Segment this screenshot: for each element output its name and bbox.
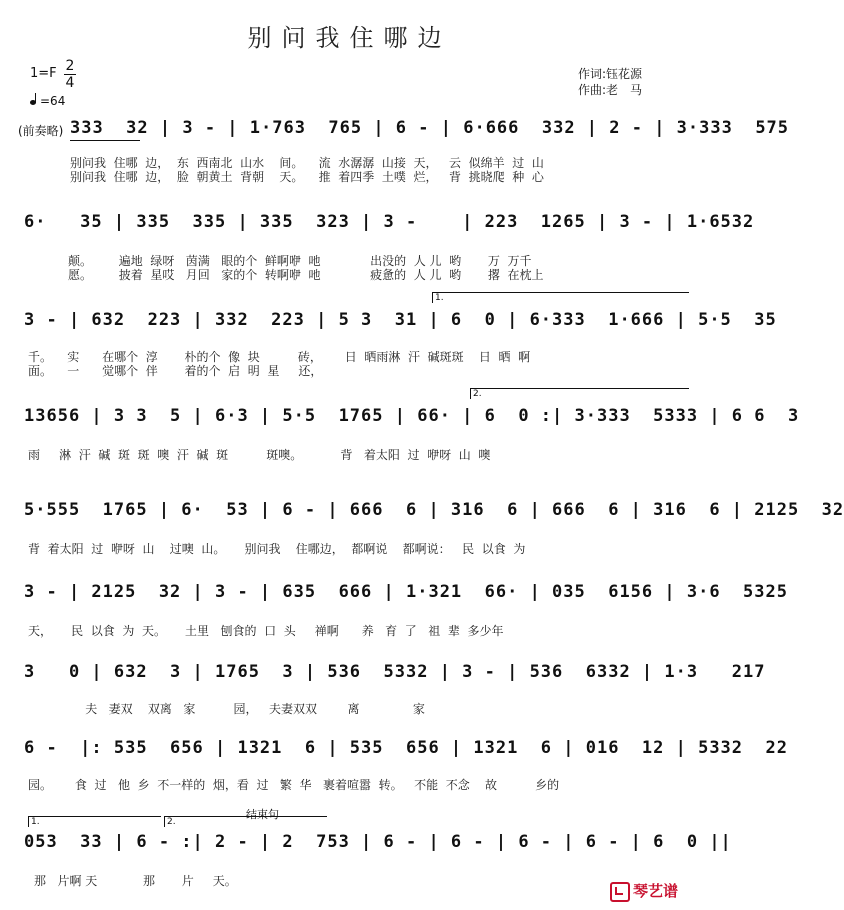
score-line-3 xyxy=(14,293,777,380)
lyricist-credit: 作词:钰花源 xyxy=(578,67,643,81)
time-signature xyxy=(64,58,76,91)
lyric-line-9: 那 片啊 天 那 片 天。 xyxy=(34,874,237,888)
tempo-marking xyxy=(30,94,65,108)
score-line-9 xyxy=(14,808,732,892)
volta-2: 2. xyxy=(470,388,689,399)
score-line-7 xyxy=(14,662,766,722)
notes-line-8: 6 - |: 535 656 | 1321 6 | 535 656 | 1321 6 | 016 12 | 5332 22 xyxy=(24,738,788,758)
notes-line-2: 6· 35 | 335 335 | 335 323 | 3 - | 223 1265 | 3 - | 1·6532 xyxy=(24,212,755,232)
notes-line-3: 3 - | 632 223 | 332 223 | 5 3 31 | 6 0 | 6·333 1·666 | 5·5 35 xyxy=(24,310,777,330)
lyric-line-2a: 颠。 遍地 绿呀 茵满 眼的个 鲜啊咿 吔 出没的 人 儿 哟 万 万千 xyxy=(68,254,532,268)
lyric-line-2b: 愿。 披着 星哎 月回 家的个 转啊咿 吔 疲惫的 人 儿 哟 撂 在枕上 xyxy=(68,268,544,282)
score-line-4 xyxy=(14,389,800,466)
notes-line-6: 3 - | 2125 32 | 3 - | 635 666 | 1·321 66· | 035 6156 | 3·6 5325 xyxy=(24,582,788,602)
volta-1-ending: 1. xyxy=(28,816,161,827)
score-line-1 xyxy=(14,118,790,188)
quarter-note-icon xyxy=(30,100,36,105)
notes-line-7: 3 0 | 632 3 | 1765 3 | 536 5332 | 3 - | 536 6332 | 1·3 217 xyxy=(24,662,766,682)
time-signature-bottom: 4 xyxy=(65,75,75,91)
lyric-line-8: 园。 食 过 他 乡 不一样的 烟，看 过 繁 华 裹着喧嚣 转。 不能 不念 故 乡的 xyxy=(28,778,560,792)
composer-credit: 作曲:老 马 xyxy=(578,83,643,97)
ending-label: 结束句 xyxy=(246,808,279,821)
notes-line-5: 5·555 1765 | 6· 53 | 6 - | 666 6 | 316 6 | 666 6 | 316 6 | 2125 32 xyxy=(24,500,844,520)
lyric-line-6: 天， 民 以食 为 天。 土里 刨食的 口 头 禅啊 养 育 了 祖 辈 多少年 xyxy=(28,624,504,638)
prelude-label: (前奏略) xyxy=(18,124,64,138)
notes-line-9: 053 33 | 6 - :| 2 - | 2 753 | 6 - | 6 - | 6 - | 6 - | 6 0 || xyxy=(24,832,732,852)
lyric-line-1b: 别问我 住哪 边， 脸 朝黄土 背朝 天。 推 着四季 土噗 烂， 背 挑晓爬 种 心 xyxy=(70,170,544,184)
lyric-line-4: 雨 淋 汗 碱 斑 斑 噢 汗 碱 斑 斑噢。 背 着太阳 过 咿呀 山 噢 xyxy=(28,448,491,462)
score-line-2 xyxy=(14,212,755,282)
notes-line-4: 13656 | 3 3 5 | 6·3 | 5·5 1765 | 66· | 6 0 :| 3·333 5333 | 6 6 3 xyxy=(24,406,800,426)
site-watermark xyxy=(610,880,678,902)
lyric-line-7: 夫 妻双 双离 家 园， 夫妻双双 离 家 xyxy=(28,702,425,716)
credits xyxy=(578,66,642,98)
watermark-text: 琴艺谱 xyxy=(633,882,679,900)
lyric-line-3a: 千。 实 在哪个 淳 朴的个 像 块 砖， 日 晒雨淋 汗 碱斑斑 日 晒 啊 xyxy=(28,350,531,364)
lyric-line-3b: 面。 一 觉哪个 伴 着的个 启 明 星 还， xyxy=(28,364,323,378)
score-line-8 xyxy=(14,738,788,798)
time-signature-top: 2 xyxy=(65,58,75,74)
site-logo-icon xyxy=(610,882,630,902)
volta-1: 1. xyxy=(432,292,689,303)
notes-line-1: 333 32 | 3 - | 1·763 765 | 6 - | 6·666 332 | 2 - | 3·333 575 xyxy=(70,118,790,138)
underline xyxy=(70,140,140,141)
volta-2-ending: 2. xyxy=(164,816,327,827)
score-line-5 xyxy=(14,500,844,560)
score-line-6 xyxy=(14,582,788,642)
lyric-line-1a: 别问我 住哪 边， 东 西南北 山水 间。 流 水潺潺 山接 天， 云 似绵羊 过 山 xyxy=(70,156,544,170)
tempo-value: =64 xyxy=(40,94,66,108)
lyric-line-5: 背 着太阳 过 咿呀 山 过噢 山。 别问我 住哪边， 都啊说 都啊说： 民 以食 为 xyxy=(28,542,526,556)
page-title: 别问我住哪边 xyxy=(247,24,452,52)
key-signature: 1=F xyxy=(30,66,57,81)
